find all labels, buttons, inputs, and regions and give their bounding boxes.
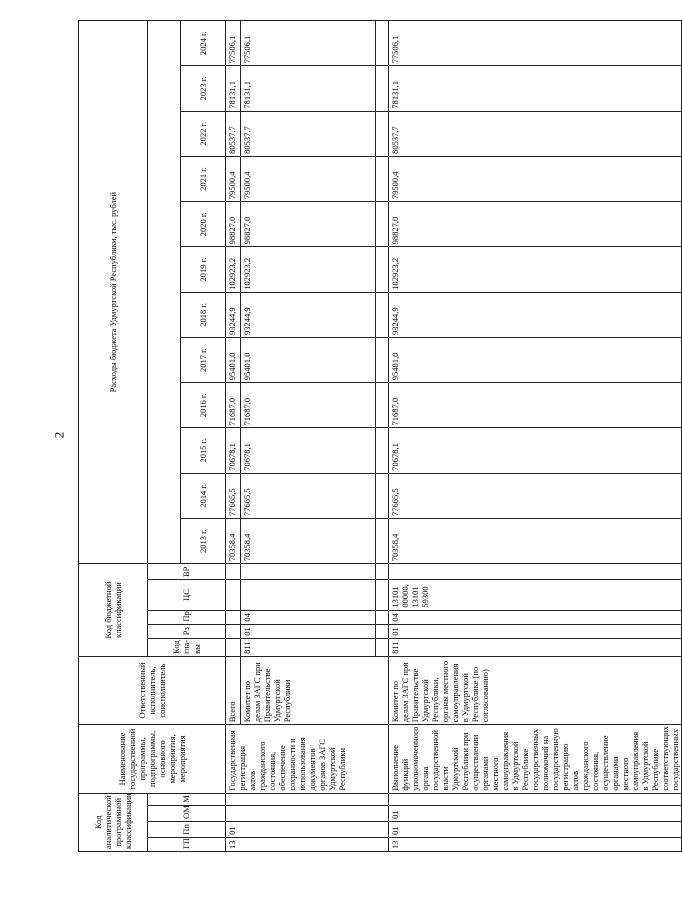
cell-value: 71687,0 xyxy=(226,383,241,428)
cell-empty xyxy=(376,21,389,66)
cell-empty xyxy=(376,247,389,292)
header-expenses: Расходы бюджета Удмуртской Республики, тыс. рублей xyxy=(79,21,148,564)
cell-m xyxy=(226,793,389,805)
year-header: 2016 г. xyxy=(181,383,226,428)
cell-cs xyxy=(226,580,241,610)
cell-pp: 01 xyxy=(389,821,682,837)
cell-om xyxy=(226,805,389,821)
cell-value: 98827,0 xyxy=(389,202,682,247)
cell-executor: Всего xyxy=(226,656,241,724)
cell-value: 93244,9 xyxy=(226,292,241,337)
header-pp: Пп xyxy=(148,821,226,837)
cell-value: 70678,1 xyxy=(241,428,376,473)
cell-value: 98827,0 xyxy=(226,202,241,247)
header-gp: ГП xyxy=(148,837,226,851)
cell-empty xyxy=(376,292,389,337)
cell-empty xyxy=(376,473,389,518)
cell-empty xyxy=(376,202,389,247)
header-m: М xyxy=(148,793,226,805)
page-number: 2 xyxy=(51,431,67,439)
cell-name: Выполнение функций уполномоченного органа государственной власти Удмуртской Республики при осуществлении органами местного самоуправления в Удмуртской Республике государственных полномочий на государственную регистрацию актов гражданского состояния, осуществление органами местного самоуправления в Удмуртской Республике соответствующих государственных xyxy=(389,725,682,793)
cell-value: 93244,9 xyxy=(241,292,376,337)
cell-value: 102923,2 xyxy=(241,247,376,292)
cell-value: 77506,1 xyxy=(389,21,682,66)
cell-value: 77665,5 xyxy=(241,473,376,518)
year-header: 2024 г. xyxy=(181,21,226,66)
cell-empty xyxy=(376,337,389,382)
cell-value: 78131,1 xyxy=(226,66,241,111)
cell-empty xyxy=(376,624,389,638)
year-header: 2017 г. xyxy=(181,337,226,382)
cell-value: 77506,1 xyxy=(241,21,376,66)
year-header: 2023 г. xyxy=(181,66,226,111)
cell-rz: 01 xyxy=(241,624,376,638)
rotated-table-wrapper xyxy=(78,20,681,852)
cell-empty xyxy=(376,580,389,610)
cell-value: 70678,1 xyxy=(226,428,241,473)
cell-value: 80537,7 xyxy=(389,111,682,156)
cell-value: 102923,2 xyxy=(226,247,241,292)
header-cs: ЦС xyxy=(148,580,226,610)
cell-om: 01 xyxy=(389,805,682,821)
header-grbs: Код гла-вы xyxy=(148,638,226,656)
cell-value: 79500,4 xyxy=(389,156,682,201)
cell-pr xyxy=(226,610,241,624)
cell-empty xyxy=(376,519,389,564)
year-header: 2013 г. xyxy=(181,519,226,564)
cell-value: 80537,7 xyxy=(241,111,376,156)
cell-rz xyxy=(226,624,241,638)
cell-value: 77665,5 xyxy=(389,473,682,518)
header-analytic-code: Код аналитической программной классификации xyxy=(79,793,148,851)
cell-vr xyxy=(389,564,682,580)
year-header: 2018 г. xyxy=(181,292,226,337)
cell-cs: 13101 00000, 13101 59300 xyxy=(389,580,682,610)
cell-value: 77506,1 xyxy=(226,21,241,66)
cell-value: 70678,1 xyxy=(389,428,682,473)
cell-value: 95401,0 xyxy=(226,337,241,382)
header-pr: Пр xyxy=(148,610,226,624)
cell-grbs: 811 xyxy=(389,638,682,656)
cell-value: 79500,4 xyxy=(241,156,376,201)
cell-grbs: 811 xyxy=(241,638,376,656)
year-header: 2022 г. xyxy=(181,111,226,156)
header-name: Наименование государственной программы, подпрограммы, основного мероприятия, мероприятия xyxy=(79,725,226,793)
cell-value: 70358,4 xyxy=(226,519,241,564)
year-header: 2019 г. xyxy=(181,247,226,292)
cell-empty xyxy=(376,66,389,111)
header-budget-code: Код бюджетной классификации xyxy=(79,564,148,657)
header-years-spacer xyxy=(148,21,181,564)
cell-vr xyxy=(241,564,376,580)
cell-empty xyxy=(376,638,389,656)
cell-pp: 01 xyxy=(226,821,389,837)
cell-value: 78131,1 xyxy=(241,66,376,111)
cell-empty xyxy=(376,111,389,156)
cell-value: 79500,4 xyxy=(226,156,241,201)
year-header: 2020 г. xyxy=(181,202,226,247)
cell-value: 98827,0 xyxy=(241,202,376,247)
cell-value: 70358,4 xyxy=(389,519,682,564)
cell-value: 77665,5 xyxy=(226,473,241,518)
header-rz: Рз xyxy=(148,624,226,638)
table-row xyxy=(389,21,682,852)
cell-gp: 13 xyxy=(389,837,682,851)
header-vr: ВР xyxy=(148,564,226,580)
cell-value: 102923,2 xyxy=(389,247,682,292)
year-header: 2014 г. xyxy=(181,473,226,518)
cell-empty xyxy=(376,428,389,473)
cell-executor: Комитет по делам ЗАГС при Правительстве Удмуртской Республики, органы местного самоуправления в Удмуртской Республике (по согласованию) xyxy=(389,656,682,724)
cell-value: 80537,7 xyxy=(226,111,241,156)
cell-empty xyxy=(376,156,389,201)
cell-executor: Комитет по делам ЗАГС при Правительстве Удмуртской Республики xyxy=(241,656,389,724)
cell-value: 71687,0 xyxy=(389,383,682,428)
cell-value: 78131,1 xyxy=(389,66,682,111)
budget-table xyxy=(78,20,682,852)
cell-vr xyxy=(226,564,241,580)
cell-empty xyxy=(376,564,389,580)
cell-value: 70358,4 xyxy=(241,519,376,564)
cell-pr: 04 xyxy=(389,610,682,624)
cell-value: 95401,0 xyxy=(389,337,682,382)
header-om: ОМ xyxy=(148,805,226,821)
cell-grbs xyxy=(226,638,241,656)
table-row xyxy=(226,21,241,852)
cell-cs xyxy=(241,580,376,610)
cell-gp: 13 xyxy=(226,837,389,851)
cell-name: Государственная регистрация актов гражданского состояния, обеспечение сохранности и использования документов органов ЗАГС Удмуртской Республики xyxy=(226,725,389,793)
header-executor: Ответственный исполнитель, соисполнитель xyxy=(79,656,226,724)
cell-empty xyxy=(376,383,389,428)
cell-pr: 04 xyxy=(241,610,376,624)
cell-value: 93244,9 xyxy=(389,292,682,337)
cell-value: 95401,0 xyxy=(241,337,376,382)
year-header: 2021 г. xyxy=(181,156,226,201)
year-header: 2015 г. xyxy=(181,428,226,473)
cell-value: 71687,0 xyxy=(241,383,376,428)
cell-rz: 01 xyxy=(389,624,682,638)
cell-m xyxy=(389,793,682,805)
cell-empty xyxy=(376,610,389,624)
